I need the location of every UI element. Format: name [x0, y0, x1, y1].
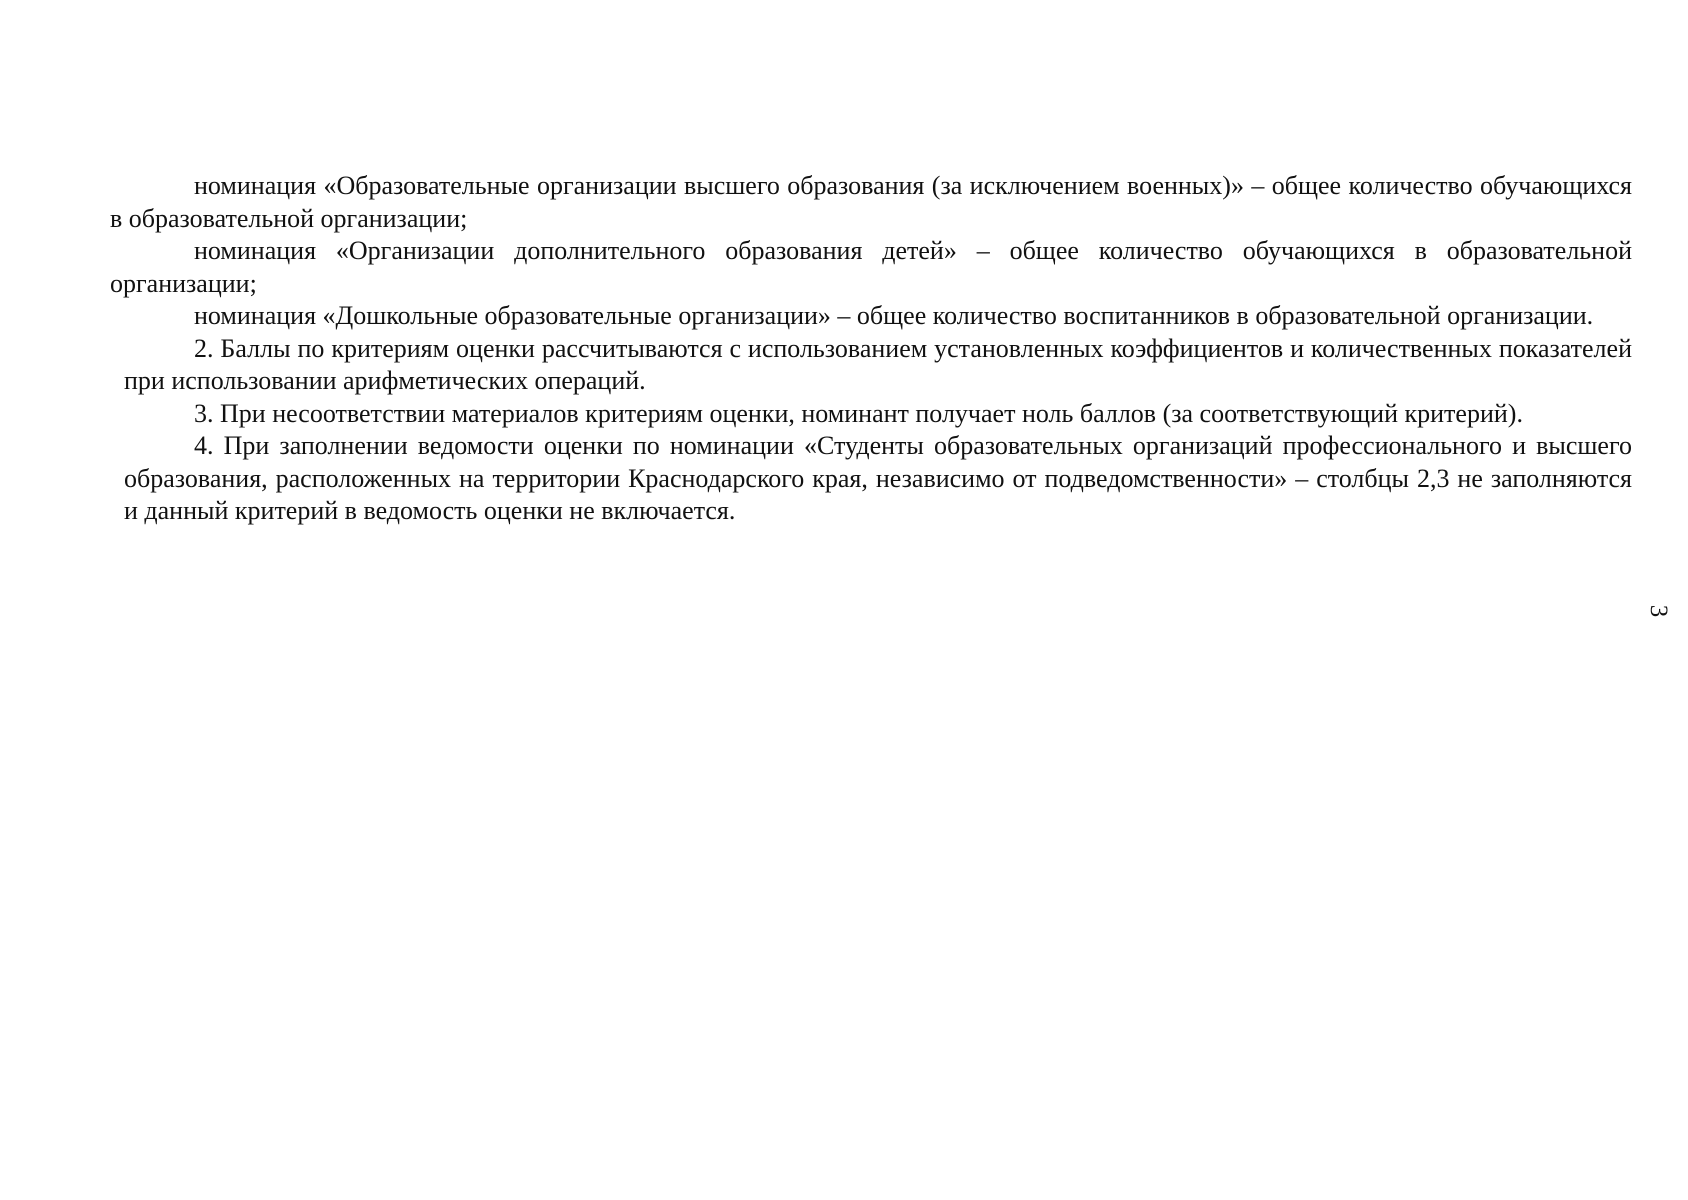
page-number: 3 [1645, 604, 1672, 618]
paragraph-item-3-mismatch: 3. При несоответствии материалов критериям оценки, номинант получает ноль баллов (за соответствующий критерий). [194, 398, 1523, 428]
paragraph-preschool-nomination: номинация «Дошкольные образовательные организации» – общее количество воспитанников в образовательной организации. [194, 301, 1594, 330]
paragraph-higher-education-nomination: номинация «Образовательные организации высшего образования (за исключением военных)» – общее количество обучающихся в образовательной организации; [110, 171, 1632, 233]
paragraph-additional-education-nomination: номинация «Организации дополнительного образования детей» – общее количество обучающихся в образовательной организации; [110, 236, 1632, 298]
paragraph-item-4-students-nomination: 4. При заполнении ведомости оценки по номинации «Студенты образовательных организаций профессионального и высшего образования, расположенных на территории Краснодарского края, независимо от подведомственности» – столбцы 2,3 не заполняются и данный критерий в ведомость оценки не включается. [124, 431, 1632, 525]
paragraph-item-2-scoring: 2. Баллы по критериям оценки рассчитываются с использованием установленных коэффициентов и количественных показателей при использовании арифметических операций. [124, 333, 1632, 395]
document-body [110, 170, 1632, 528]
